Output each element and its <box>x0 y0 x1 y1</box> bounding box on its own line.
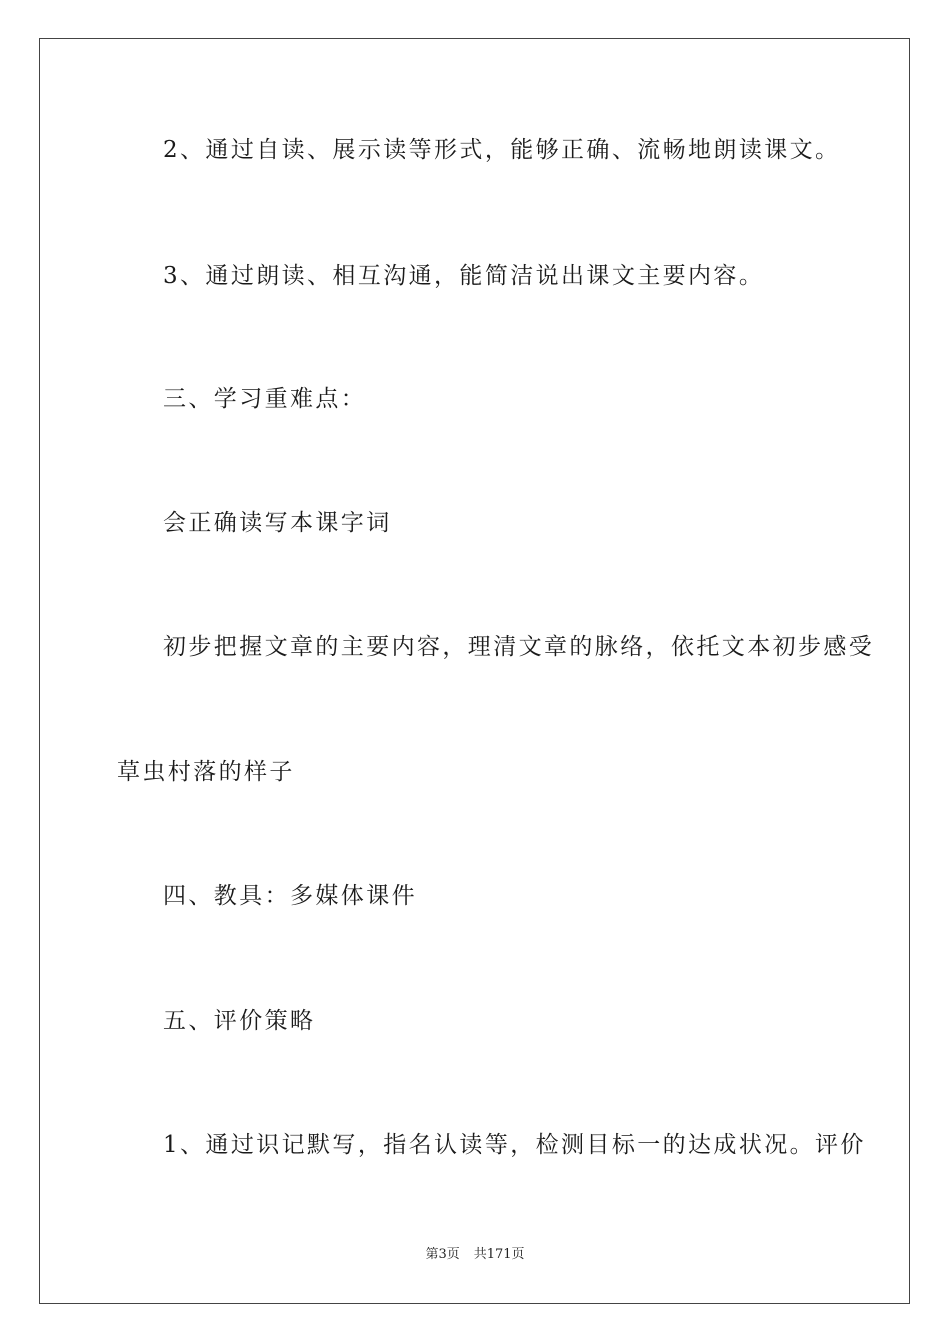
page-frame <box>39 38 910 1304</box>
key-point-1-text: 会正确读写本课字词 <box>163 510 392 536</box>
section-4-heading: 四、教具：多媒体课件 <box>163 883 417 909</box>
section-5-heading: 五、评价策略 <box>163 1008 316 1034</box>
page-footer <box>0 1246 950 1264</box>
objective-3-text: 3、通过朗读、相互沟通，能简洁说出课文主要内容。 <box>163 263 765 289</box>
page-number: 第3页 <box>425 1247 460 1262</box>
section-3-heading: 三、学习重难点： <box>163 386 367 412</box>
key-point-2-text: 初步把握文章的主要内容，理清文章的脉络，依托文本初步感受 <box>163 634 875 660</box>
evaluation-1-text: 1、通过识记默写，指名认读等，检测目标一的达成状况。评价 <box>163 1132 866 1158</box>
page-total: 共171页 <box>473 1247 525 1262</box>
objective-2-text: 2、通过自读、展示读等形式，能够正确、流畅地朗读课文。 <box>163 137 841 163</box>
key-point-2-continuation: 草虫村落的样子 <box>117 759 295 785</box>
